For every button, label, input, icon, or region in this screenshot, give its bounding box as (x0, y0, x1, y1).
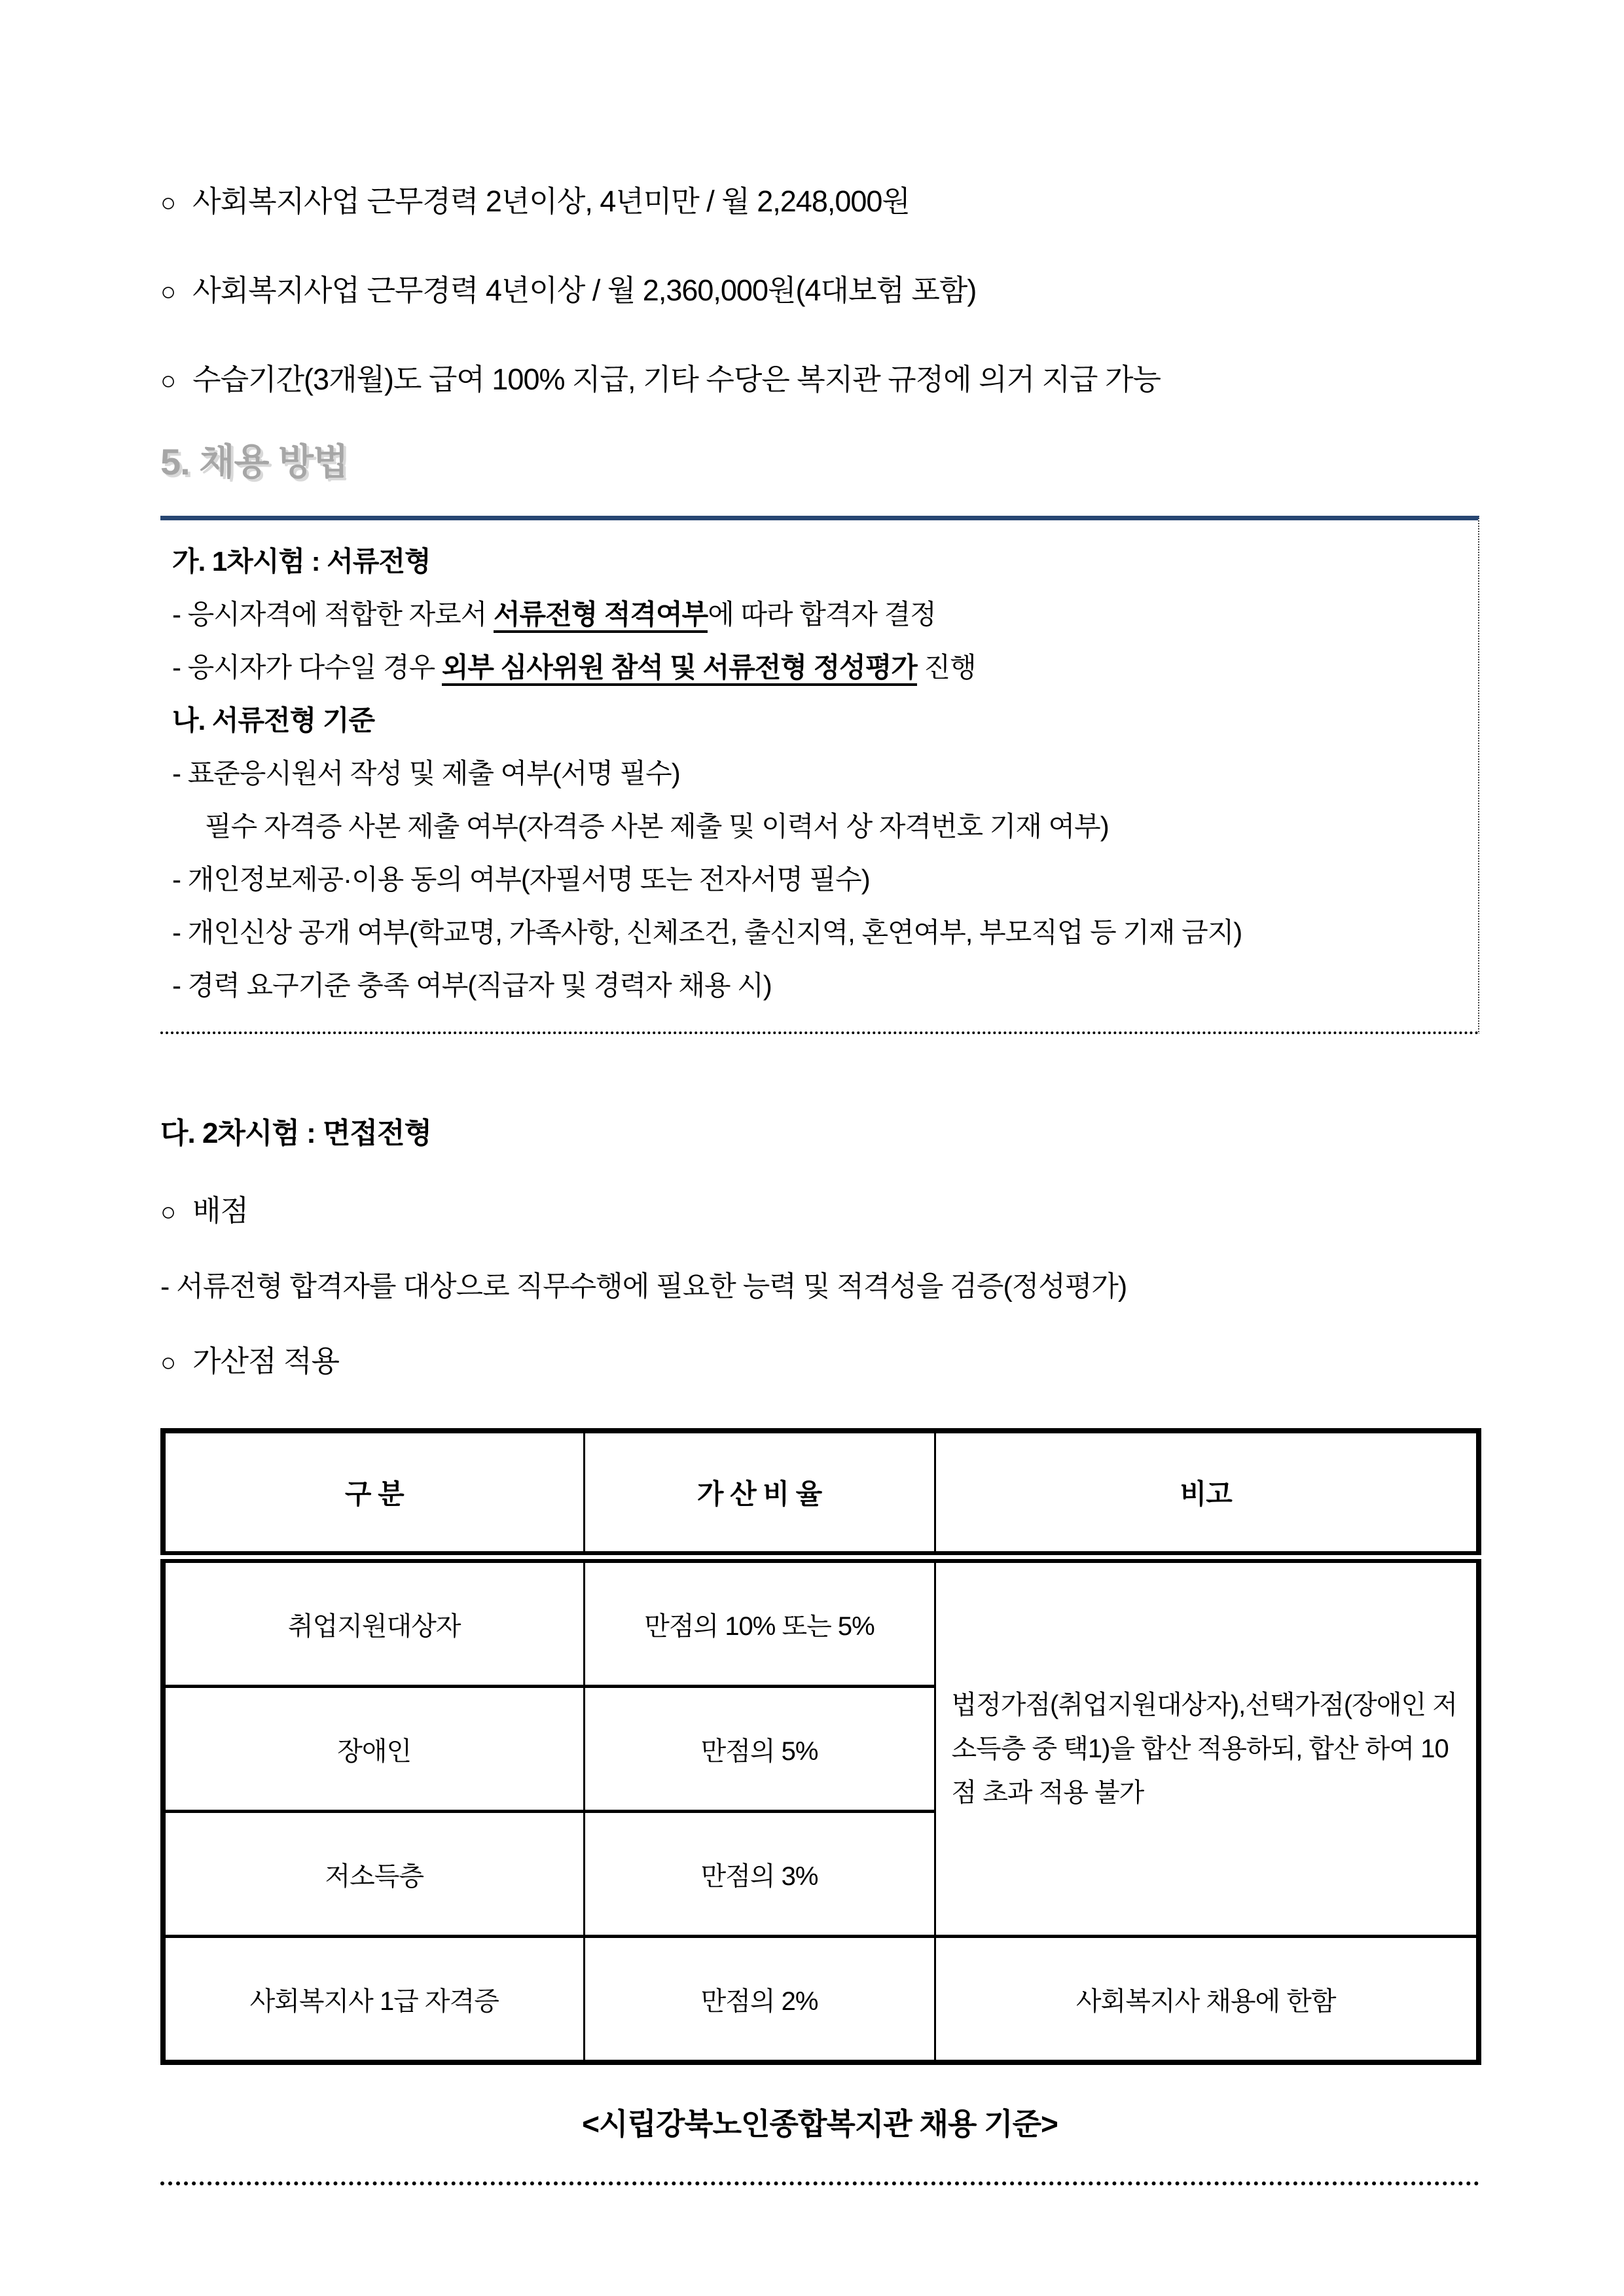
table-row (163, 1937, 1479, 2063)
bullet-baejum (160, 1194, 1479, 1229)
box-line-a2-pre: - 응시자가 다수일 경우 (172, 652, 442, 683)
salary-bullet-1-text: 사회복지사업 근무경력 2년이상, 4년미만 / 월 2,248,000원 (192, 185, 910, 218)
box-criteria-line-1: - 표준응시원서 작성 및 제출 여부(서명 필수) (172, 758, 680, 789)
box-line-a2 (172, 641, 1458, 694)
document-content (160, 0, 1479, 2185)
table-cell-ratio: 만점의 3% (584, 1812, 935, 1937)
circle-bullet-icon: ○ (160, 1198, 176, 1227)
circle-bullet-icon: ○ (160, 278, 176, 306)
salary-bullet-2-text: 사회복지사업 근무경력 4년이상 / 월 2,360,000원(4대보험 포함) (192, 274, 977, 307)
circle-bullet-icon: ○ (160, 188, 176, 217)
box-line-a2-post: 진행 (916, 652, 976, 683)
table-cell-note: 사회복지사 채용에 한함 (935, 1937, 1479, 2063)
salary-bullet-3 (160, 363, 1479, 398)
table-cell-category: 저소득층 (163, 1812, 584, 1937)
salary-bullet-2 (160, 274, 1479, 309)
box-heading-first-exam: 가. 1차시험 : 서류전형 (172, 546, 431, 577)
bullet-baejum-text: 배점 (192, 1194, 249, 1227)
screening-rules-box (160, 516, 1479, 1034)
box-criteria-line-2: 필수 자격증 사본 제출 여부(자격증 사본 제출 및 이력서 상 자격번호 기재 여부) (205, 811, 1109, 842)
table-cell-category: 취업지원대상자 (288, 1611, 461, 1641)
bonus-points-table (160, 1428, 1481, 2065)
bullet-gasan-text: 가산점 적용 (192, 1344, 340, 1378)
circle-bullet-icon: ○ (160, 367, 176, 395)
box-line-a2-emphasis: 외부 심사위원 참석 및 서류전형 정성평가 (442, 652, 917, 686)
table-header-category: 구 분 (163, 1431, 584, 1557)
bullet-gasan (160, 1344, 1479, 1380)
box-criteria-line-5: - 경력 요구기준 충족 여부(직급자 및 경력자 채용 시) (172, 970, 772, 1001)
table-cell-ratio: 만점의 10% 또는 5% (584, 1557, 935, 1687)
box-heading-criteria: 나. 서류전형 기준 (172, 705, 375, 736)
box-line-a1 (172, 588, 1458, 641)
table-cell-category: 장애인 (163, 1687, 584, 1812)
section-heading-recruitment-method: 5. 채용 방법 (160, 441, 348, 482)
box-criteria-line-4: - 개인신상 공개 여부(학교명, 가족사항, 신체조건, 출신지역, 혼연여부, 부모직업 등 기재 금지) (172, 917, 1242, 948)
table-cell-category: 사회복지사 1급 자격증 (163, 1937, 584, 2063)
table-cell-ratio: 만점의 5% (584, 1687, 935, 1812)
box-line-a1-emphasis: 서류전형 적격여부 (494, 599, 708, 633)
page-bottom-dotted-divider (160, 2181, 1479, 2185)
table-cell-merged-note: 법정가점(취업지원대상자),선택가점(장애인 저소득층 중 택1)을 합산 적용하되, 합산 하여 10점 초과 적용 불가 (935, 1557, 1479, 1937)
table-header-row (163, 1431, 1479, 1557)
heading-second-exam: 다. 2차시험 : 면접전형 (160, 1117, 432, 1149)
table-header-note: 비고 (935, 1431, 1479, 1557)
salary-bullet-3-text: 수습기간(3개월)도 급여 100% 지급, 기타 수당은 복지관 규정에 의거 지급 가능 (192, 363, 1161, 396)
table-row (163, 1557, 1479, 1687)
box-line-a1-pre: - 응시자격에 적합한 자로서 (172, 599, 494, 630)
table-header-ratio: 가 산 비 율 (584, 1431, 935, 1557)
table-cell-ratio: 만점의 2% (584, 1937, 935, 2063)
box-line-a1-post: 에 따라 합격자 결정 (708, 599, 936, 630)
box-criteria-line-3: - 개인정보제공·이용 동의 여부(자필서명 또는 전자서명 필수) (172, 864, 870, 895)
interview-description-line: - 서류전형 합격자를 대상으로 직무수행에 필요한 능력 및 적격성을 검증(정성평가) (160, 1271, 1127, 1302)
circle-bullet-icon: ○ (160, 1348, 176, 1377)
table-caption: <시립강북노인종합복지관 채용 기준> (582, 2107, 1058, 2141)
salary-bullet-1 (160, 185, 1479, 220)
